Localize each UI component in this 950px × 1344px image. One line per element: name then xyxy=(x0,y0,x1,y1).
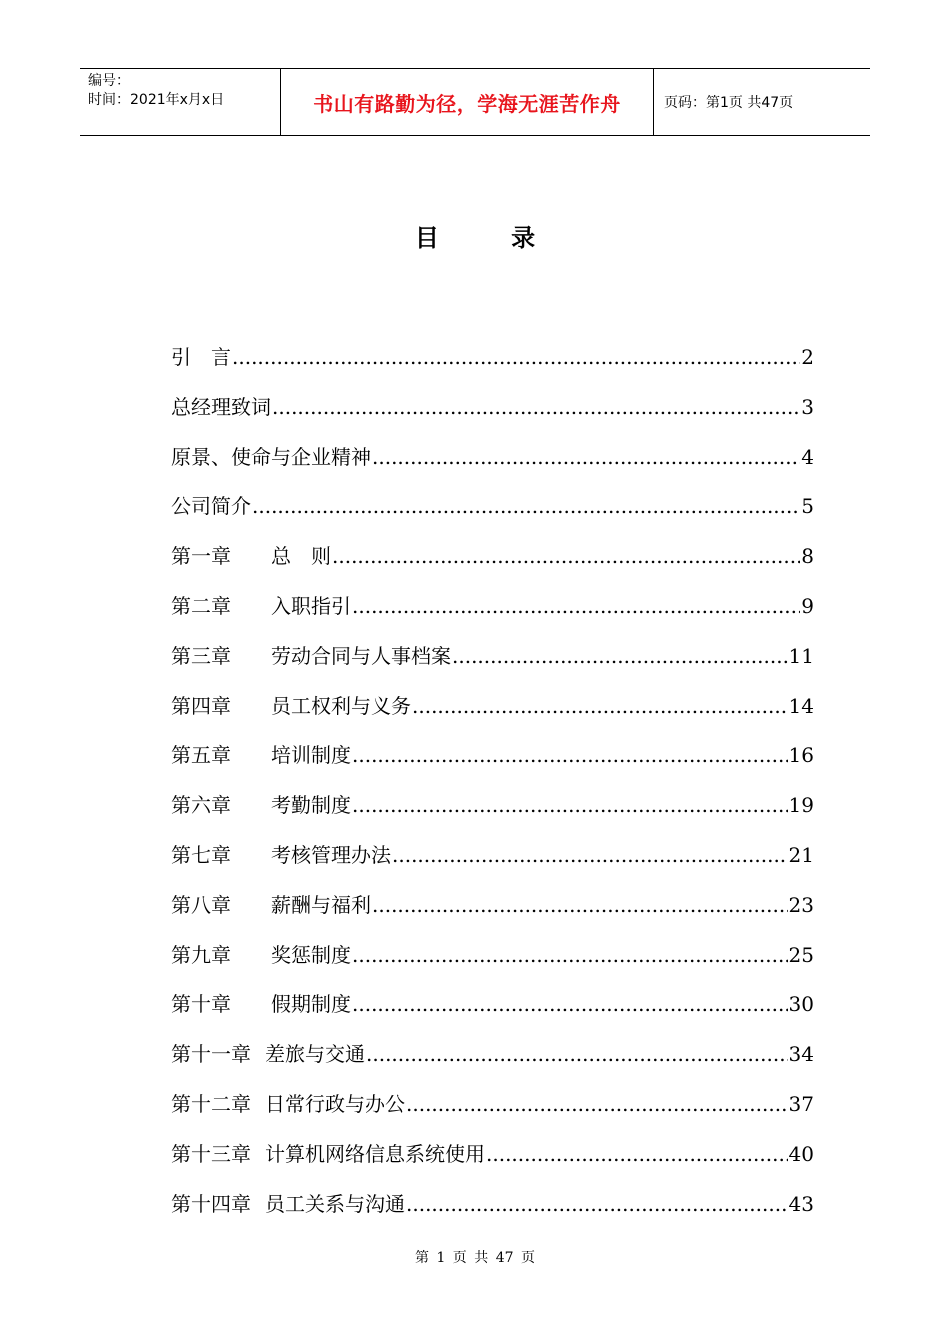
toc-page-number: 40 xyxy=(788,1141,814,1166)
toc-entry[interactable] xyxy=(171,889,814,939)
toc-page-number: 9 xyxy=(801,593,814,618)
toc-title: 目 录 xyxy=(414,224,568,252)
toc-dot-leader xyxy=(332,544,800,568)
toc-chapter-number: 第五章 xyxy=(171,743,231,768)
toc-dot-leader xyxy=(486,1142,788,1166)
header-motto: 书山有路勤为径，学海无涯苦作舟 xyxy=(313,91,621,116)
toc-entry-title: 培训制度 xyxy=(271,743,351,768)
toc-entry-title: 劳动合同与人事档案 xyxy=(271,643,451,668)
toc-page-number: 14 xyxy=(788,693,814,718)
toc-dot-leader xyxy=(252,494,800,518)
toc-entry-title: 总经理致词 xyxy=(171,394,271,419)
toc-page-number: 5 xyxy=(801,494,814,519)
toc-chapter-number: 第十二章 xyxy=(171,1091,251,1116)
toc-dot-leader xyxy=(412,694,788,718)
table-of-contents xyxy=(171,341,814,1237)
toc-entry-title: 考勤制度 xyxy=(271,793,351,818)
toc-entry[interactable] xyxy=(171,540,814,590)
toc-dot-leader xyxy=(352,992,788,1016)
toc-entry[interactable] xyxy=(171,1188,814,1238)
toc-page-number: 43 xyxy=(788,1191,814,1216)
toc-entry-title: 入职指引 xyxy=(271,593,351,618)
toc-entry[interactable] xyxy=(171,640,814,690)
toc-chapter-number: 第十三章 xyxy=(171,1141,251,1166)
toc-page-number: 23 xyxy=(788,892,814,917)
toc-entry-title: 差旅与交通 xyxy=(265,1042,365,1067)
toc-page-number: 30 xyxy=(788,992,814,1017)
toc-entry[interactable] xyxy=(171,789,814,839)
toc-page-number: 34 xyxy=(788,1042,814,1067)
toc-page-number: 11 xyxy=(788,643,814,668)
toc-dot-leader xyxy=(272,395,800,419)
toc-dot-leader xyxy=(452,644,788,668)
toc-dot-leader xyxy=(406,1092,788,1116)
toc-entry[interactable] xyxy=(171,1088,814,1138)
header-page-info: 页码：第1页 共47页 xyxy=(664,95,794,111)
toc-dot-leader xyxy=(352,594,800,618)
toc-entry[interactable] xyxy=(171,739,814,789)
header-motto-cell xyxy=(281,69,654,135)
header-meta-cell xyxy=(80,69,281,135)
toc-page-number: 2 xyxy=(801,345,814,369)
header-time-label: 时间：2021年x月x日 xyxy=(88,92,225,108)
toc-entry-title: 计算机网络信息系统使用 xyxy=(265,1141,485,1166)
toc-page-number: 4 xyxy=(801,444,814,469)
toc-entry[interactable] xyxy=(171,341,814,391)
toc-entry[interactable] xyxy=(171,988,814,1038)
toc-chapter-number: 第十一章 xyxy=(171,1042,251,1067)
toc-dot-leader xyxy=(352,793,788,817)
toc-entry-title: 原景、使命与企业精神 xyxy=(171,444,371,469)
toc-dot-leader xyxy=(372,445,800,469)
toc-entry-title: 奖惩制度 xyxy=(271,942,351,967)
toc-chapter-number: 第二章 xyxy=(171,593,231,618)
toc-entry-title: 员工关系与沟通 xyxy=(265,1191,405,1216)
toc-entry[interactable] xyxy=(171,490,814,540)
toc-page-number: 25 xyxy=(788,942,814,967)
toc-chapter-number: 第六章 xyxy=(171,793,231,818)
toc-chapter-number: 第十四章 xyxy=(171,1191,251,1216)
toc-page-number: 8 xyxy=(801,544,814,569)
toc-entry[interactable] xyxy=(171,839,814,889)
toc-page-number: 37 xyxy=(788,1091,814,1116)
toc-dot-leader xyxy=(366,1042,788,1066)
toc-page-number: 3 xyxy=(801,394,814,419)
toc-entry[interactable] xyxy=(171,939,814,989)
toc-chapter-number: 第十章 xyxy=(171,992,231,1017)
toc-chapter-number: 第三章 xyxy=(171,643,231,668)
toc-entry[interactable] xyxy=(171,391,814,441)
page-footer: 第 1 页 共 47 页 xyxy=(415,1250,535,1266)
document-header xyxy=(80,68,870,136)
toc-dot-leader xyxy=(392,843,788,867)
toc-entry-title: 薪酬与福利 xyxy=(271,892,371,917)
toc-entry-title: 公司简介 xyxy=(171,494,251,519)
toc-entry[interactable] xyxy=(171,690,814,740)
toc-page-number: 16 xyxy=(788,743,814,768)
toc-entry[interactable] xyxy=(171,1138,814,1188)
toc-chapter-number: 第八章 xyxy=(171,892,231,917)
toc-dot-leader xyxy=(406,1192,788,1216)
toc-dot-leader xyxy=(372,893,788,917)
toc-chapter-number: 第四章 xyxy=(171,693,231,718)
toc-entry[interactable] xyxy=(171,441,814,491)
toc-entry[interactable] xyxy=(171,590,814,640)
toc-chapter-number: 第七章 xyxy=(171,842,231,867)
toc-page-number: 19 xyxy=(788,793,814,818)
toc-dot-leader xyxy=(352,943,788,967)
toc-entry-title: 考核管理办法 xyxy=(271,842,391,867)
toc-dot-leader xyxy=(232,345,800,369)
header-page-cell xyxy=(654,69,870,135)
toc-entry-title: 总 则 xyxy=(271,544,331,569)
toc-entry-title: 假期制度 xyxy=(271,992,351,1017)
toc-chapter-number: 第一章 xyxy=(171,544,231,569)
toc-entry[interactable] xyxy=(171,1038,814,1088)
toc-page-number: 21 xyxy=(788,842,814,867)
toc-entry-title: 日常行政与办公 xyxy=(265,1091,405,1116)
toc-chapter-number: 第九章 xyxy=(171,942,231,967)
toc-dot-leader xyxy=(352,743,788,767)
toc-entry-title: 引 言 xyxy=(171,345,231,369)
toc-entry-title: 员工权利与义务 xyxy=(271,693,411,718)
header-number-label: 编号： xyxy=(88,73,130,89)
